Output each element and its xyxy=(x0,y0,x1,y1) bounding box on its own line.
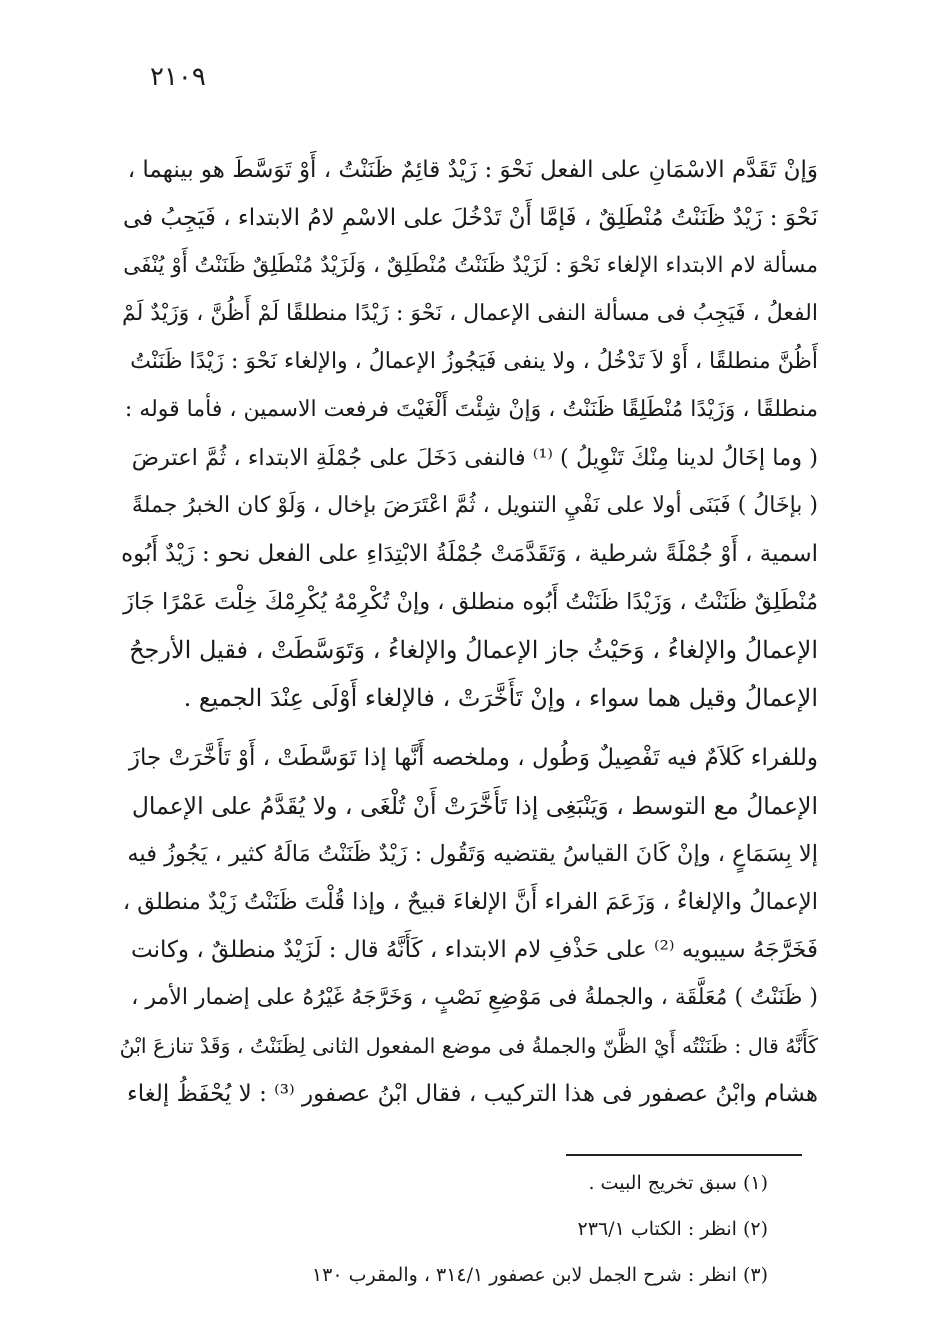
text-line: الإعمالُ مع التوسط ، وَيَنْبَغِى إذا تَأَخَّرَتْ أَنْ تُلْغَى ، ولا يُقَدَّمُ على الإعمال xyxy=(131,792,818,820)
text-line: الإعمالُ والإلغاءُ ، وَحَيْثُ جاز الإعمالُ والإلغاءُ ، وَتَوَسَّطَتْ ، فقيل الأرجحُ xyxy=(129,636,818,664)
text-line: الإعمالُ وقيل هما سواء ، وإنْ تَأَخَّرَتْ ، فالإلغاء أَوْلَى عِنْدَ الجميع . xyxy=(183,684,818,712)
text-line: ( ظَنَنْتُ ) مُعَلَّقَة ، والجملةُ فى مَوْضِعِ نَصْبٍ ، وَخَرَّجَهُ غَيْرُهُ على إضمار الأمر ، xyxy=(131,985,818,1010)
text-line: نَحْوَ : زَيْدٌ ظَنَنْتُ مُنْطَلِقٌ ، فَإمَّا أَنْ تَدْخُلَ على الاسْمِ لامُ الابتداء ، فَيَجِبُ فى xyxy=(123,205,818,231)
text-line: وَإنْ تَقَدَّم الاسْمَانِ على الفعل نَحْوَ : زَيْدٌ قائِمٌ ظَنَنْتُ ، أَوْ تَوَسَّطَ هو بينهما ، xyxy=(127,157,818,183)
footnote-3: (٣) انظر : شرح الجمل لابن عصفور ٣١٤/١ ، والمقرب ١٣٠ xyxy=(311,1264,768,1286)
text-line: الفعلُ ، فَيَجِبُ فى مسألة النفى الإعمال ، نَحْوَ : زَيْدًا منطلقًا لَمْ أَظُنَّ ، وَزَيْدٌ لَمْ xyxy=(121,301,818,326)
paragraph-1 xyxy=(118,146,818,722)
text-line: مسألة لام الابتداء الإلغاء نَحْوَ : لَزَيْدٌ ظَنَنْتُ مُنْطَلِقٌ ، وَلَزَيْدٌ مُنْطَلِقٌ ظَنَنْتُ أَوْ يُنْفَى xyxy=(123,253,818,278)
text-line: كَأَنَّهُ قال : ظَنَنْتُه أَيْ الظَّنّ والجملةُ فى موضع المفعول الثانى لِظَنَنْتُ ، وَقَدْ تنازعَ ابْنُ xyxy=(119,1034,818,1058)
footnote-divider xyxy=(566,1154,802,1156)
text-line: وللفراء كَلاَمٌ فيه تَفْصِيلٌ وَطُول ، وملخصه أَنَّها إذا تَوَسَّطَتْ ، أَوْ تَأَخَّرَتْ جازَ xyxy=(128,745,818,771)
footnote-1: (١) سبق تخريج البيت . xyxy=(588,1172,768,1194)
text-line: منطلقًا ، وَزَيْدًا مُنْطَلِقًا ظَنَنْتُ ، وَإنْ شِئْتَ أَلْغَيْتَ فرفعت الاسمين ، فأما قوله : xyxy=(124,397,818,422)
text-line: الإعمالُ والإلغاءُ ، وَزَعَمَ الفراء أَنَّ الإلغاءَ قبيحٌ ، وإذا قُلْتَ ظَنَنْتُ زَيْدٌ منطلق ، xyxy=(122,889,818,915)
text-line: ( بإخَالُ ) فَبَنَى أولا على نَفْيِ التنويل ، ثُمَّ اعْتَرَضَ بإخال ، وَلَوْ كان الخبرُ جملةً xyxy=(131,493,818,518)
text-line: فَخَرَّجَهُ سيبويه ⁽²⁾ على حَذْفِ لام الابتداء ، كَأَنَّهُ قال : لَزَيْدٌ منطلقٌ ، وكانت xyxy=(130,937,818,963)
text-line: ( وما إخَالُ لدينا مِنْكَ تَنْوِيلُ ) ⁽¹⁾ فالنفى دَخَلَ على جُمْلَةِ الابتداء ، ثُمَّ اعترضَ xyxy=(131,445,818,471)
text-line: أَظُنَّ منطلقًا ، أَوْ لاَ تَدْخُلُ ، ولا ينفى فَيَجُوزُ الإعمالُ ، والإلغاء نَحْوَ : زَيْدًا ظَنَنْتُ xyxy=(130,349,818,374)
text-line: إلا بِسَمَاعٍ ، وإنْ كَانَ القياسُ يقتضيه وَتَقُول : زَيْدٌ ظَنَنْتُ مَالَهُ كثير ، يَجُوزُ فيه xyxy=(127,841,818,867)
page-number: ٢١٠٩ xyxy=(150,62,206,92)
footnote-2: (٢) انظر : الكتاب ٢٣٦/١ xyxy=(577,1218,768,1240)
text-line: هشام وابْنُ عصفور فى هذا التركيب ، فقال ابْنُ عصفور ⁽³⁾ : لا يُحْفَظُ إلغاء xyxy=(126,1081,818,1107)
text-line: اسمية ، أَوْ جُمْلَةً شرطية ، وَتَقَدَّمَتْ جُمْلَةُ الابْتِدَاءِ على الفعل نحو : زَيْدٌ أَبُوه xyxy=(121,541,818,567)
text-line: مُنْطَلِقٌ ظَنَنْتُ ، وَزَيْدًا ظَنَنْتُ أَبُوه منطلق ، وإنْ تُكْرِمْهُ يُكْرِمْكَ خِلْتَ عَمْرًا جَازَ xyxy=(123,589,818,615)
footnotes xyxy=(148,1160,768,1298)
paragraph-2 xyxy=(118,734,818,1118)
